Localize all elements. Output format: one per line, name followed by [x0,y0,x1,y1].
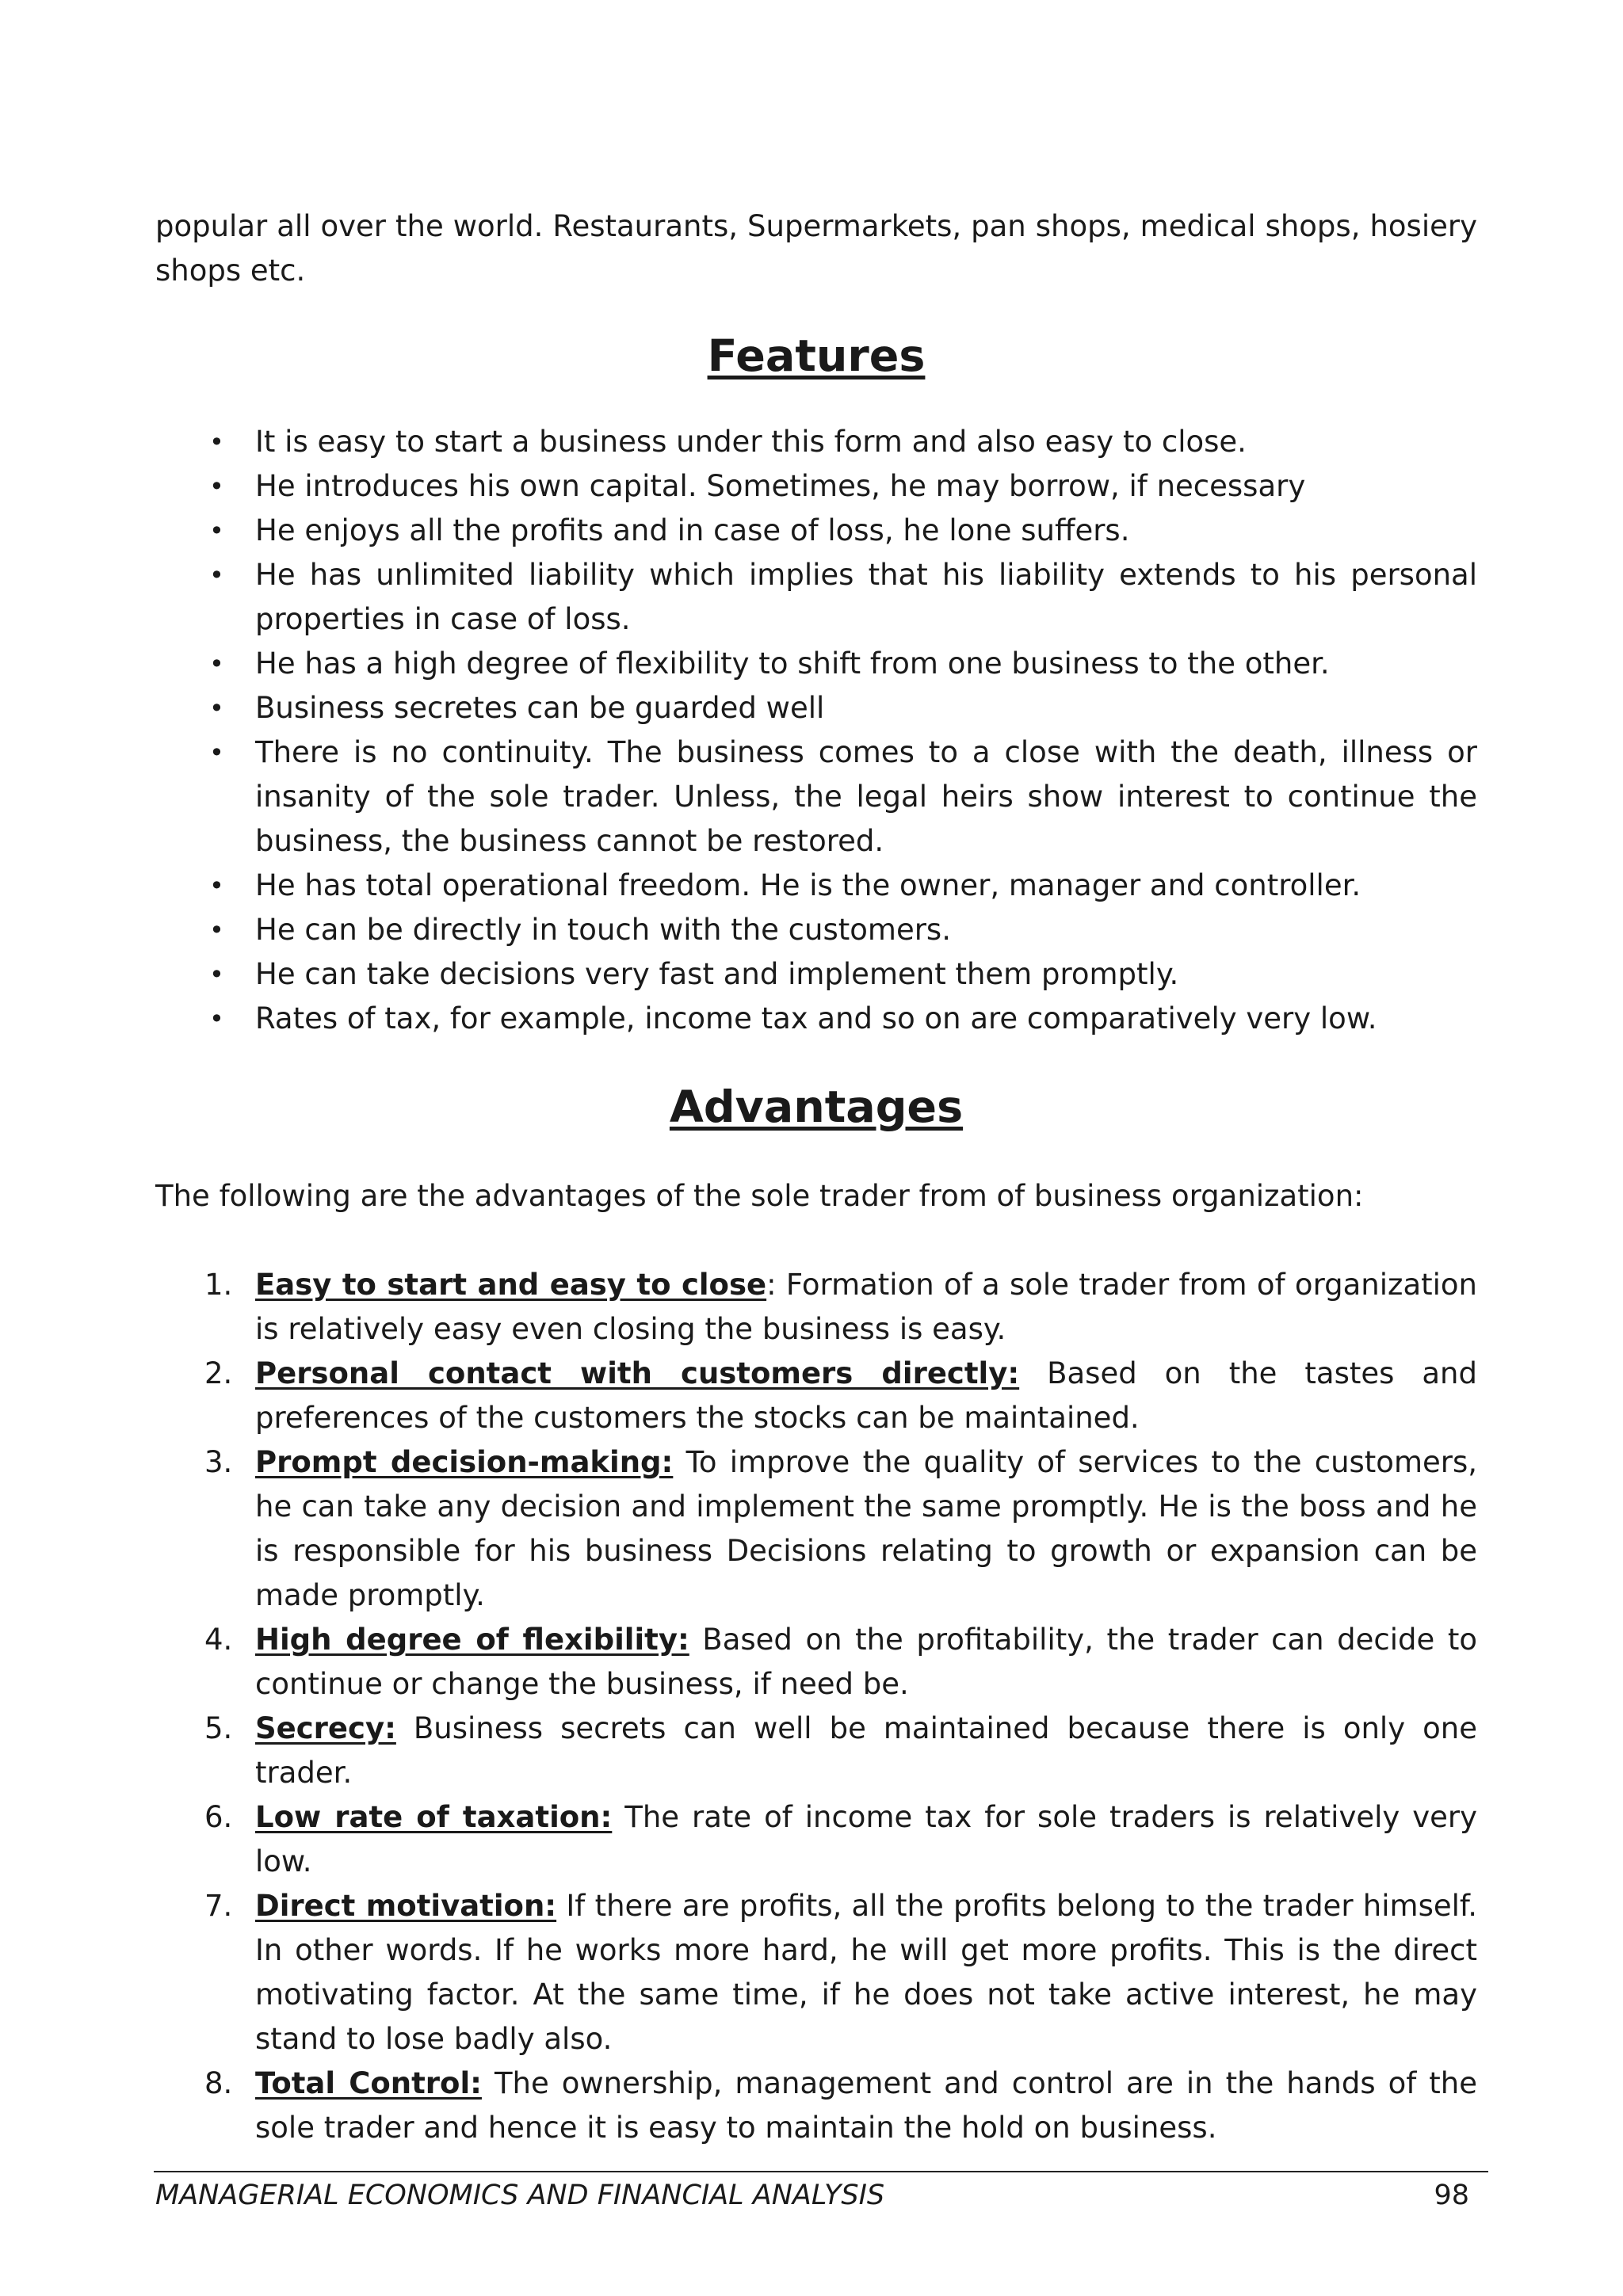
advantage-term: Prompt decision-making: [255,1445,674,1479]
list-item [155,1440,1477,1618]
list-item [155,997,1477,1041]
advantage-term: Total Control: [255,2066,482,2100]
list-item [155,509,1477,553]
advantage-text: Based on the profitability, the trader can decide to continue or change the business, if need be. [255,1623,1477,1701]
list-item [155,864,1477,908]
advantage-term: Easy to start and easy to close [255,1268,767,1302]
bullet-icon: • [209,471,224,502]
list-item [155,464,1477,509]
advantage-term: Direct motivation: [255,1889,557,1923]
list-item [155,1263,1477,1352]
advantage-text: Business secrets can well be maintained because there is only one trader. [255,1711,1477,1790]
list-item [155,1795,1477,1884]
bullet-icon: • [209,427,224,457]
bullet-icon: • [209,871,224,901]
list-item [155,1707,1477,1795]
page-number: 98 [1434,2180,1469,2211]
list-item-text: He has unlimited liability which implies that his liability extends to his personal properties in case of loss. [255,558,1477,636]
advantage-term: Low rate of taxation: [255,1800,613,1834]
bullet-icon: • [209,693,224,723]
item-number: 1. [204,1268,233,1302]
item-number: 6. [204,1800,233,1834]
advantage-text: The ownership, management and control are in the hands of the sole trader and hence it is easy to maintain the hold on business. [255,2066,1477,2145]
intro-paragraph: popular all over the world. Restaurants, Supermarkets, pan shops, medical shops, hosiery shops etc. [155,209,1477,288]
list-item [155,730,1477,864]
item-number: 5. [204,1711,233,1745]
item-number: 4. [204,1623,233,1657]
bullet-icon: • [209,738,224,768]
bullet-icon: • [209,516,224,546]
advantages-intro: The following are the advantages of the sole trader from of business organization: [155,1179,1364,1213]
advantages-heading: Advantages [669,1081,964,1133]
advantages-list [155,1263,1477,2150]
list-item [155,553,1477,642]
bullet-icon: • [209,560,224,590]
item-number: 7. [204,1889,233,1923]
list-item-text: Business secretes can be guarded well [255,691,825,725]
page-content [155,204,1477,2150]
list-item [155,642,1477,686]
list-item-text: He can be directly in touch with the customers. [255,913,951,947]
list-item-text: There is no continuity. The business comes to a close with the death, illness or insanity of the sole trader. Unless, the legal heirs show interest to continue the business, the business cannot be restored. [255,735,1477,858]
list-item [155,2061,1477,2150]
list-item [155,952,1477,997]
list-item [155,420,1477,464]
item-number: 3. [204,1445,233,1479]
advantage-term: Secrecy: [255,1711,396,1745]
advantage-text: Based on the tastes and preferences of the customers the stocks can be maintained. [255,1356,1477,1435]
item-number: 2. [204,1356,233,1390]
list-item-text: He enjoys all the profits and in case of loss, he lone suffers. [255,513,1130,547]
bullet-icon: • [209,915,224,945]
list-item-text: He has total operational freedom. He is the owner, manager and controller. [255,868,1361,902]
list-item-text: It is easy to start a business under this form and also easy to close. [255,425,1247,459]
features-list [155,420,1477,1041]
advantage-text: The rate of income tax for sole traders is relatively very low. [255,1800,1477,1878]
footer-title: MANAGERIAL ECONOMICS AND FINANCIAL ANALYSIS [155,2180,885,2211]
advantage-text: : Formation of a sole trader from of organization is relatively easy even closing the business is easy. [255,1268,1477,1346]
list-item [155,1352,1477,1440]
bullet-icon: • [209,1004,224,1034]
advantage-text: To improve the quality of services to the customers, he can take any decision and implement the same promptly. He is the boss and he is responsible for his business Decisions relating to growth or expansion can be made promptly. [255,1445,1478,1612]
bullet-icon: • [209,959,224,990]
features-heading: Features [707,330,926,382]
list-item-text: He has a high degree of flexibility to shift from one business to the other. [255,646,1330,681]
list-item [155,908,1477,952]
advantage-text: If there are profits, all the profits belong to the trader himself. In other words. If he works more hard, he will get more profits. This is the direct motivating factor. At the same time, if he does not take active interest, he may stand to lose badly also. [255,1889,1477,2056]
advantage-term: High degree of flexibility: [255,1623,689,1657]
footer-divider [154,2171,1488,2172]
list-item [155,1618,1477,1707]
item-number: 8. [204,2066,233,2100]
list-item-text: He can take decisions very fast and implement them promptly. [255,957,1179,991]
list-item-text: Rates of tax, for example, income tax and so on are comparatively very low. [255,1001,1377,1035]
advantage-term: Personal contact with customers directly: [255,1356,1020,1390]
list-item-text: He introduces his own capital. Sometimes, he may borrow, if necessary [255,469,1306,503]
list-item [155,686,1477,730]
bullet-icon: • [209,649,224,679]
list-item [155,1884,1477,2061]
